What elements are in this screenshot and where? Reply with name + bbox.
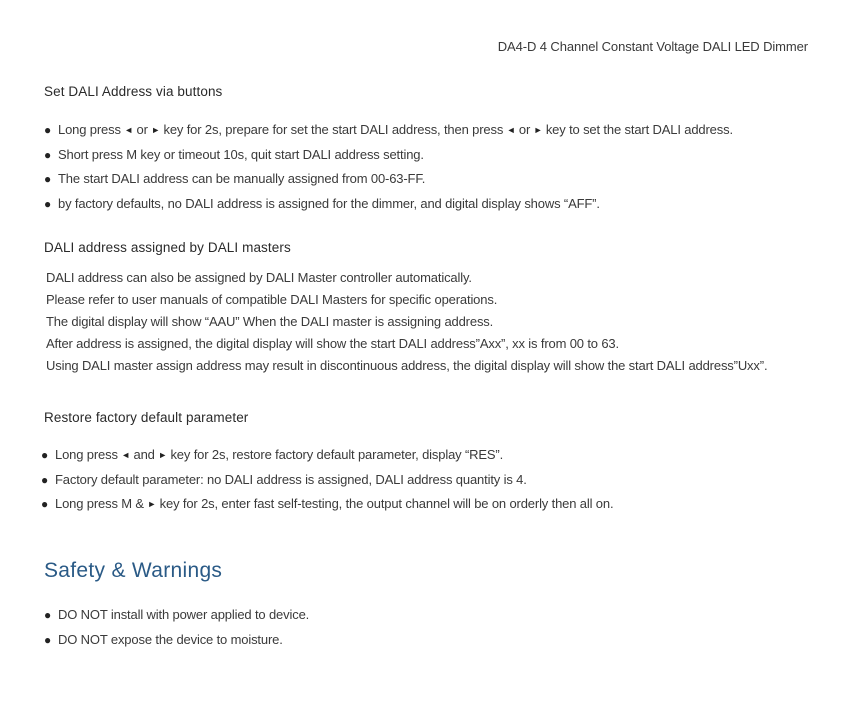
item-text: key for 2s, prepare for set the start DALI address, then press (160, 122, 507, 137)
list-item (44, 192, 838, 217)
bullet-icon: ● (41, 472, 49, 487)
left-arrow-icon: ◄ (506, 125, 516, 135)
paragraph-line: After address is assigned, the digital display will show the start DALI address”Axx”, xx is from 00 to 63. (46, 336, 619, 351)
restore-list (41, 443, 838, 517)
item-text: or (133, 122, 152, 137)
bullet-icon: ● (44, 172, 52, 186)
item-text: key to set the start DALI address. (542, 122, 733, 137)
section-restore (41, 410, 838, 517)
section-title-safety: Safety & Warnings (44, 559, 223, 582)
paragraph-line: The digital display will show “AAU” When the DALI master is assigning address. (46, 314, 494, 329)
item-text: Long press M & (55, 496, 148, 511)
bullet-icon: ● (44, 608, 52, 622)
list-item (41, 443, 838, 468)
paragraph-line: Please refer to user manuals of compatible DALI Masters for specific operations. (46, 292, 498, 307)
item-text: key for 2s, restore factory default parameter, display “RES”. (167, 447, 504, 462)
bullet-icon: ● (44, 196, 52, 211)
left-arrow-icon: ◄ (124, 125, 134, 135)
section-title-set-address: Set DALI Address via buttons (44, 84, 223, 99)
right-arrow-icon: ► (151, 125, 161, 135)
item-text: Long press (58, 122, 125, 137)
list-item (41, 468, 838, 493)
item-text: key for 2s, enter fast self-testing, the output channel will be on orderly then all on. (156, 496, 614, 511)
section-masters (44, 240, 838, 377)
bullet-icon: ● (44, 632, 52, 647)
list-item (44, 603, 838, 628)
section-title-masters: DALI address assigned by DALI masters (44, 240, 291, 255)
right-arrow-icon: ► (147, 499, 157, 509)
item-text: DO NOT install with power applied to device. (58, 607, 310, 622)
item-text: or (515, 122, 534, 137)
left-arrow-icon: ◄ (121, 450, 131, 460)
list-item (44, 118, 838, 143)
section-set-address (44, 84, 838, 216)
set-address-list (44, 118, 838, 216)
item-text: The start DALI address can be manually assigned from 00-63-FF. (58, 171, 426, 186)
bullet-icon: ● (44, 123, 52, 137)
item-text: DO NOT expose the device to moisture. (58, 631, 283, 647)
section-title-restore: Restore factory default parameter (44, 410, 249, 425)
right-arrow-icon: ► (533, 125, 543, 135)
item-text: Factory default parameter: no DALI address is assigned, DALI address quantity is 4. (55, 471, 527, 487)
paragraph-line: DALI address can also be assigned by DALI Master controller automatically. (46, 270, 472, 285)
masters-list (46, 267, 838, 377)
list-item (44, 167, 838, 192)
item-text: by factory defaults, no DALI address is assigned for the dimmer, and digital display shows “AFF”. (58, 195, 600, 211)
bullet-icon: ● (44, 147, 52, 162)
item-text: and (130, 447, 159, 462)
list-item (44, 628, 838, 653)
section-safety (44, 559, 838, 652)
right-arrow-icon: ► (158, 450, 167, 460)
item-text: Short press M key or timeout 10s, quit start DALI address setting. (58, 146, 424, 162)
safety-list (44, 603, 838, 652)
list-item (44, 143, 838, 168)
paragraph-line: Using DALI master assign address may result in discontinuous address, the digital display will show the start DALI address”Uxx”. (46, 358, 768, 373)
document-header: DA4-D 4 Channel Constant Voltage DALI LED Dimmer (497, 39, 808, 54)
list-item (41, 492, 838, 517)
bullet-icon: ● (41, 448, 49, 462)
bullet-icon: ● (41, 497, 49, 511)
item-text: Long press (55, 447, 122, 462)
